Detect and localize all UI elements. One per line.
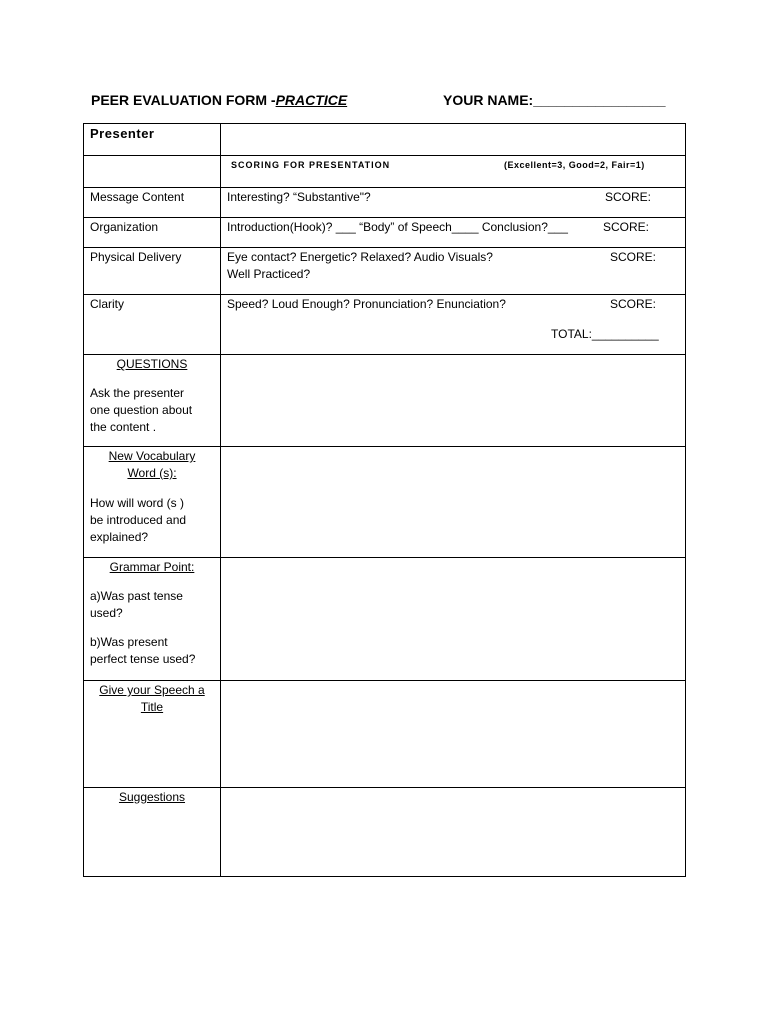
scoring-scale: (Excellent=3, Good=2, Fair=1) xyxy=(504,160,645,170)
score-message-content[interactable]: SCORE: xyxy=(605,190,652,204)
criteria-clarity: Speed? Loud Enough? Pronunciation? Enunciation? xyxy=(227,297,506,311)
grammar-a-line-2: used? xyxy=(90,606,123,620)
speech-title-label-1: Give your Speech a xyxy=(99,683,205,697)
vocab-line-1: How will word (s ) xyxy=(90,496,185,510)
form-title-practice: PRACTICE xyxy=(275,92,348,108)
grammar-title: Grammar Point: xyxy=(109,560,195,574)
row-label-physical-delivery: Physical Delivery xyxy=(90,250,182,264)
grammar-a-line-1: a)Was past tense xyxy=(90,589,183,603)
questions-line-3: the content . xyxy=(90,420,157,434)
vocab-line-2: be introduced and xyxy=(90,513,187,527)
criteria-physical-delivery-1: Eye contact? Energetic? Relaxed? Audio Visuals? xyxy=(227,250,493,264)
row-label-clarity: Clarity xyxy=(90,297,125,311)
criteria-physical-delivery-2: Well Practiced? xyxy=(227,267,311,281)
vocab-line-3: explained? xyxy=(90,530,149,544)
vocab-answer[interactable] xyxy=(222,448,684,556)
vocab-title-1: New Vocabulary xyxy=(108,449,196,463)
questions-answer[interactable] xyxy=(222,356,684,445)
total-score[interactable]: TOTAL:__________ xyxy=(551,327,659,341)
grammar-answer[interactable] xyxy=(222,559,684,679)
suggestions-answer[interactable] xyxy=(222,789,684,875)
criteria-message-content: Interesting? “Substantive"? xyxy=(227,190,371,204)
score-clarity[interactable]: SCORE: xyxy=(610,297,657,311)
presenter-label: Presenter xyxy=(90,126,155,141)
grammar-b-line-1: b)Was present xyxy=(90,635,168,649)
vocab-title-2: Word (s): xyxy=(127,466,177,480)
presenter-input[interactable] xyxy=(222,125,684,154)
questions-line-1: Ask the presenter xyxy=(90,386,185,400)
row-label-organization: Organization xyxy=(90,220,159,234)
your-name-field[interactable]: YOUR NAME:_________________ xyxy=(443,92,666,108)
row-label-message-content: Message Content xyxy=(90,190,185,204)
grammar-b-line-2: perfect tense used? xyxy=(90,652,196,666)
form-title-text: PEER EVALUATION FORM - xyxy=(91,92,276,108)
speech-title-label-2: Title xyxy=(140,700,164,714)
form-title xyxy=(91,92,347,108)
questions-line-2: one question about xyxy=(90,403,193,417)
speech-title-answer[interactable] xyxy=(222,682,684,786)
criteria-organization: Introduction(Hook)? ___ “Body” of Speech____ Conclusion?___ xyxy=(227,220,568,234)
questions-title: QUESTIONS xyxy=(116,357,188,371)
score-organization[interactable]: SCORE: xyxy=(603,220,650,234)
scoring-label: SCORING FOR PRESENTATION xyxy=(231,160,391,170)
score-physical-delivery[interactable]: SCORE: xyxy=(610,250,657,264)
suggestions-title: Suggestions xyxy=(118,790,186,804)
